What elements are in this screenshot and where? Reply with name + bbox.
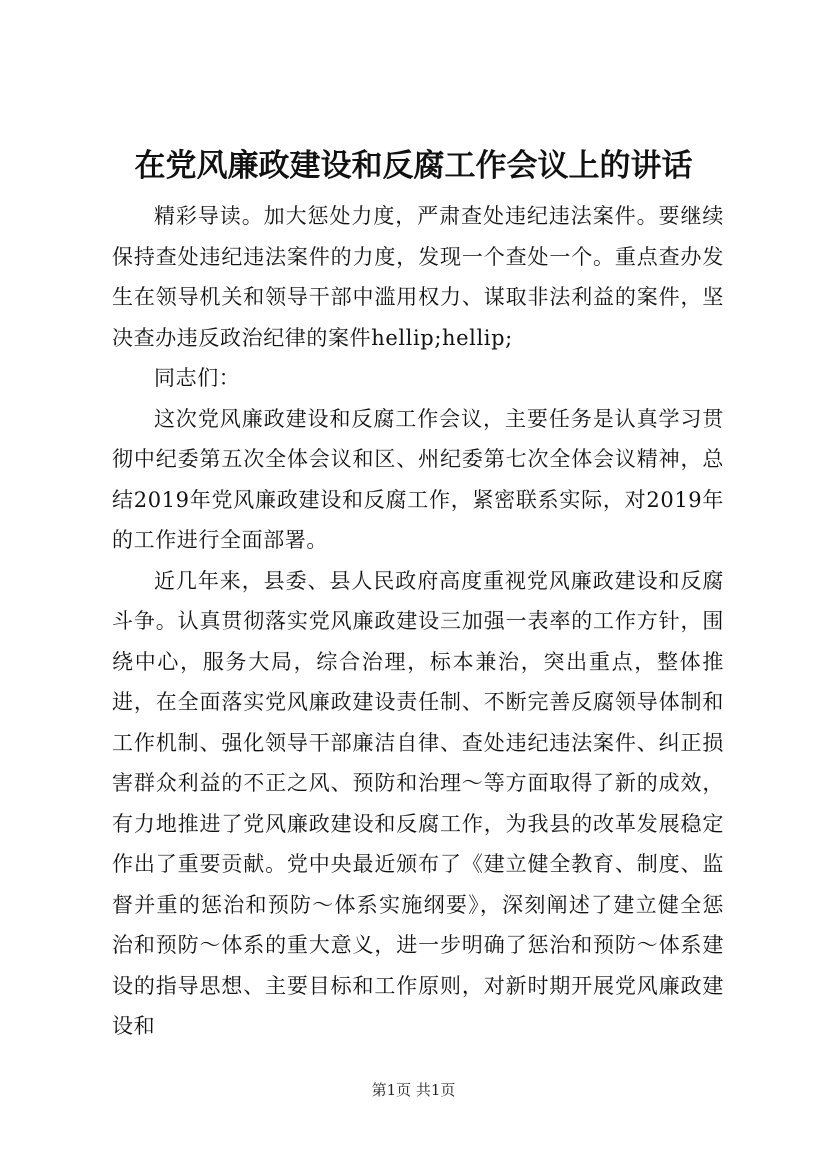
paragraph-recent-work: 近几年来，县委、县人民政府高度重视党风廉政建设和反腐斗争。认真贯彻落实党风廉政建设三加强一表率的工作方针，围绕中心，服务大局，综合治理，标本兼治，突出重点，整体推进，在全面落实党风廉政建设责任制、不断完善反腐领导体制和工作机制、强化领导干部廉洁自律、查处违纪违法案件、纠正损害群众利益的不正之风、预防和治理～等方面取得了新的成效，有力地推进了党风廉政建设和反腐工作，为我县的改革发展稳定作出了重要贡献。党中央最近颁布了《建立健全教育、制度、监督并重的惩治和预防～体系实施纲要》，深刻阐述了建立健全惩治和预防～体系的重大意义，进一步明确了惩治和预防～体系建设的指导思想、主要目标和工作原则，对新时期开展党风廉政建设和 [112,568,724,1038]
document-body [112,196,724,1047]
paragraph-intro: 精彩导读。加大惩处力度，严肃查处违纪违法案件。要继续保持查处违纪违法案件的力度，发现一个查处一个。重点查办发生在领导机关和领导干部中滥用权力、谋取非法利益的案件，坚决查办违反政治纪律的案件hellip;hellip; [112,204,724,350]
paragraph-meeting-purpose: 这次党风廉政建设和反腐工作会议，主要任务是认真学习贯彻中纪委第五次全体会议和区、州纪委第七次全体会议精神，总结2019年党风廉政建设和反腐工作，紧密联系实际，对2019年的工作进行全面部署。 [112,406,724,552]
document-title: 在党风廉政建设和反腐工作会议上的讲话 [134,148,693,184]
page-number-footer: 第1页 共1页 [371,1081,456,1099]
paragraph-salutation: 同志们： [154,366,241,390]
